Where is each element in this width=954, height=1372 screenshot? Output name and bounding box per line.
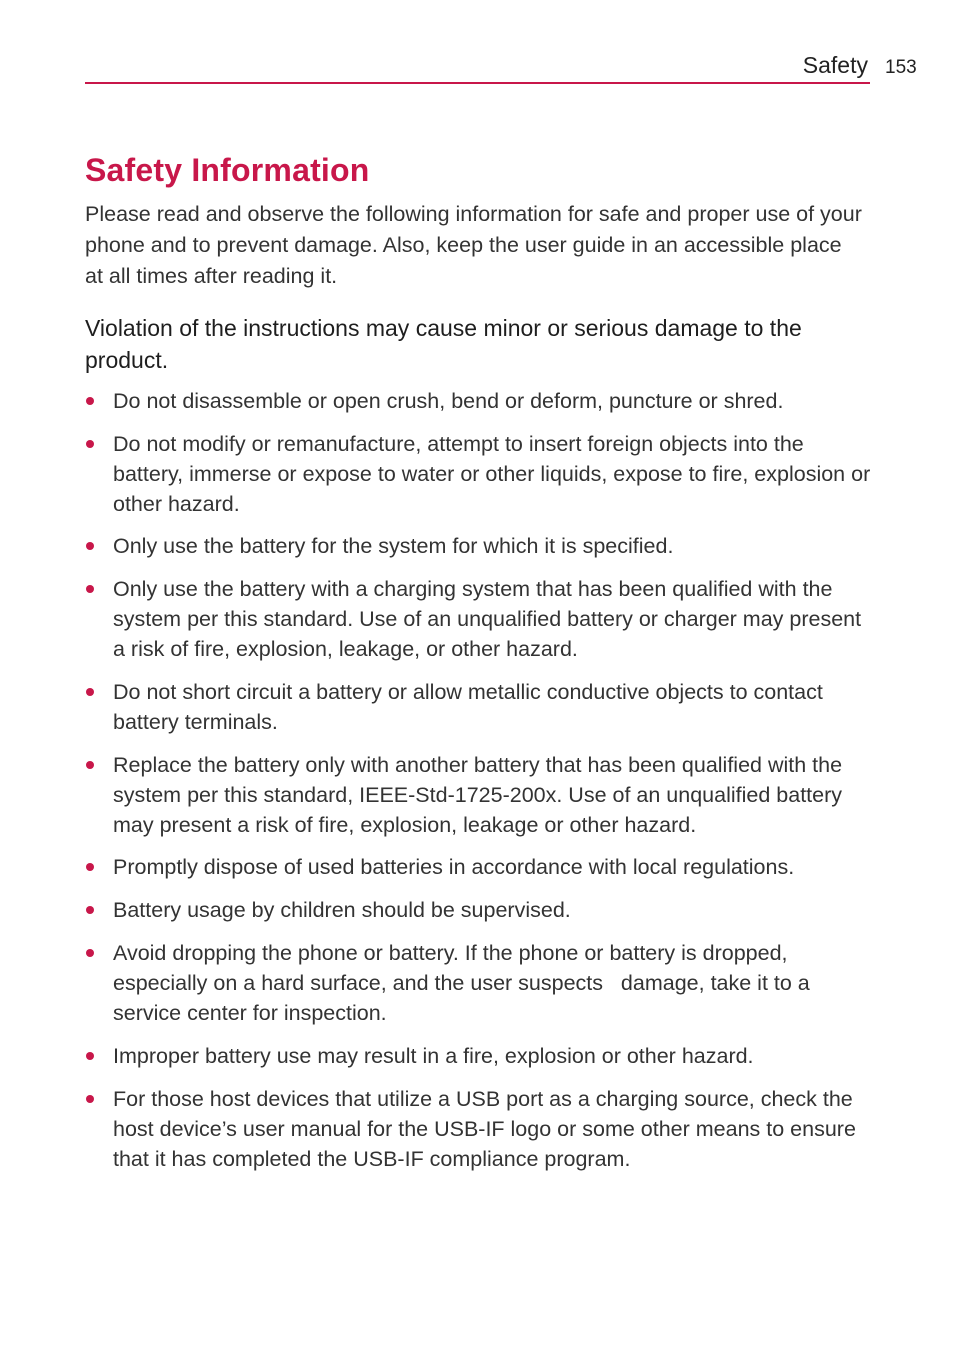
page-number: 153 [885, 57, 917, 78]
list-item-text: Do not modify or remanufacture, attempt to insert foreign objects into the battery, immerse or expose to water or other liquids, expose to fire, explosion or other hazard. [113, 432, 871, 516]
section-label: Safety [802, 52, 868, 78]
list-item-text: Improper battery use may result in a fire, explosion or other hazard. [113, 1044, 754, 1068]
bullet-icon [86, 761, 94, 769]
list-item-text: Promptly dispose of used batteries in accordance with local regulations. [113, 855, 795, 879]
list-item-text: Only use the battery for the system for which it is specified. [113, 534, 674, 558]
bullet-icon [86, 397, 94, 405]
list-item-text: Replace the battery only with another battery that has been qualified with the system per this standard, IEEE-Std-1725-200x. Use of an unqualified battery may present a risk of fire, explosion, leakage or other hazard. [113, 753, 843, 837]
list-item [113, 574, 878, 664]
bullet-icon [86, 1095, 94, 1103]
list-item-text: Battery usage by children should be supervised. [113, 898, 571, 922]
list-item [113, 938, 878, 1028]
list-item [113, 386, 878, 416]
list-item-text: Do not short circuit a battery or allow metallic conductive objects to contact battery terminals. [113, 680, 823, 734]
list-item [113, 677, 878, 737]
page-title: Safety Information [85, 152, 370, 188]
list-item [113, 895, 878, 925]
list-item-text: Only use the battery with a charging system that has been qualified with the system per this standard. Use of an unqualified battery or charger may present a risk of fire, explosion, leakage, or other hazard. [113, 577, 862, 661]
list-item-text: Avoid dropping the phone or battery. If the phone or battery is dropped, especially on a hard surface, and the user suspects damage, take it to a service center for inspection. [113, 941, 816, 1025]
bullet-icon [86, 949, 94, 957]
list-item [113, 1041, 878, 1071]
list-item [113, 852, 878, 882]
bullet-icon [86, 863, 94, 871]
list-item [113, 1084, 878, 1174]
bullet-icon [86, 542, 94, 550]
list-item-text: Do not disassemble or open crush, bend or deform, puncture or shred. [113, 389, 784, 413]
bullet-icon [86, 585, 94, 593]
list-item [113, 750, 878, 840]
bullet-icon [86, 440, 94, 448]
bullet-icon [86, 688, 94, 696]
list-item-text: For those host devices that utilize a USB port as a charging source, check the host device’s user manual for the USB-IF logo or some other means to ensure that it has completed the USB-IF compliance program. [113, 1087, 856, 1171]
warning-subheading: Violation of the instructions may cause minor or serious damage to the product. [85, 315, 802, 373]
bullet-icon [86, 906, 94, 914]
intro-paragraph: Please read and observe the following information for safe and proper use of your phone and to prevent damage. Also, keep the user guide in an accessible place at all times after reading it. [85, 202, 862, 288]
list-item [113, 531, 878, 561]
list-item [113, 429, 878, 519]
bullet-icon [86, 1052, 94, 1060]
